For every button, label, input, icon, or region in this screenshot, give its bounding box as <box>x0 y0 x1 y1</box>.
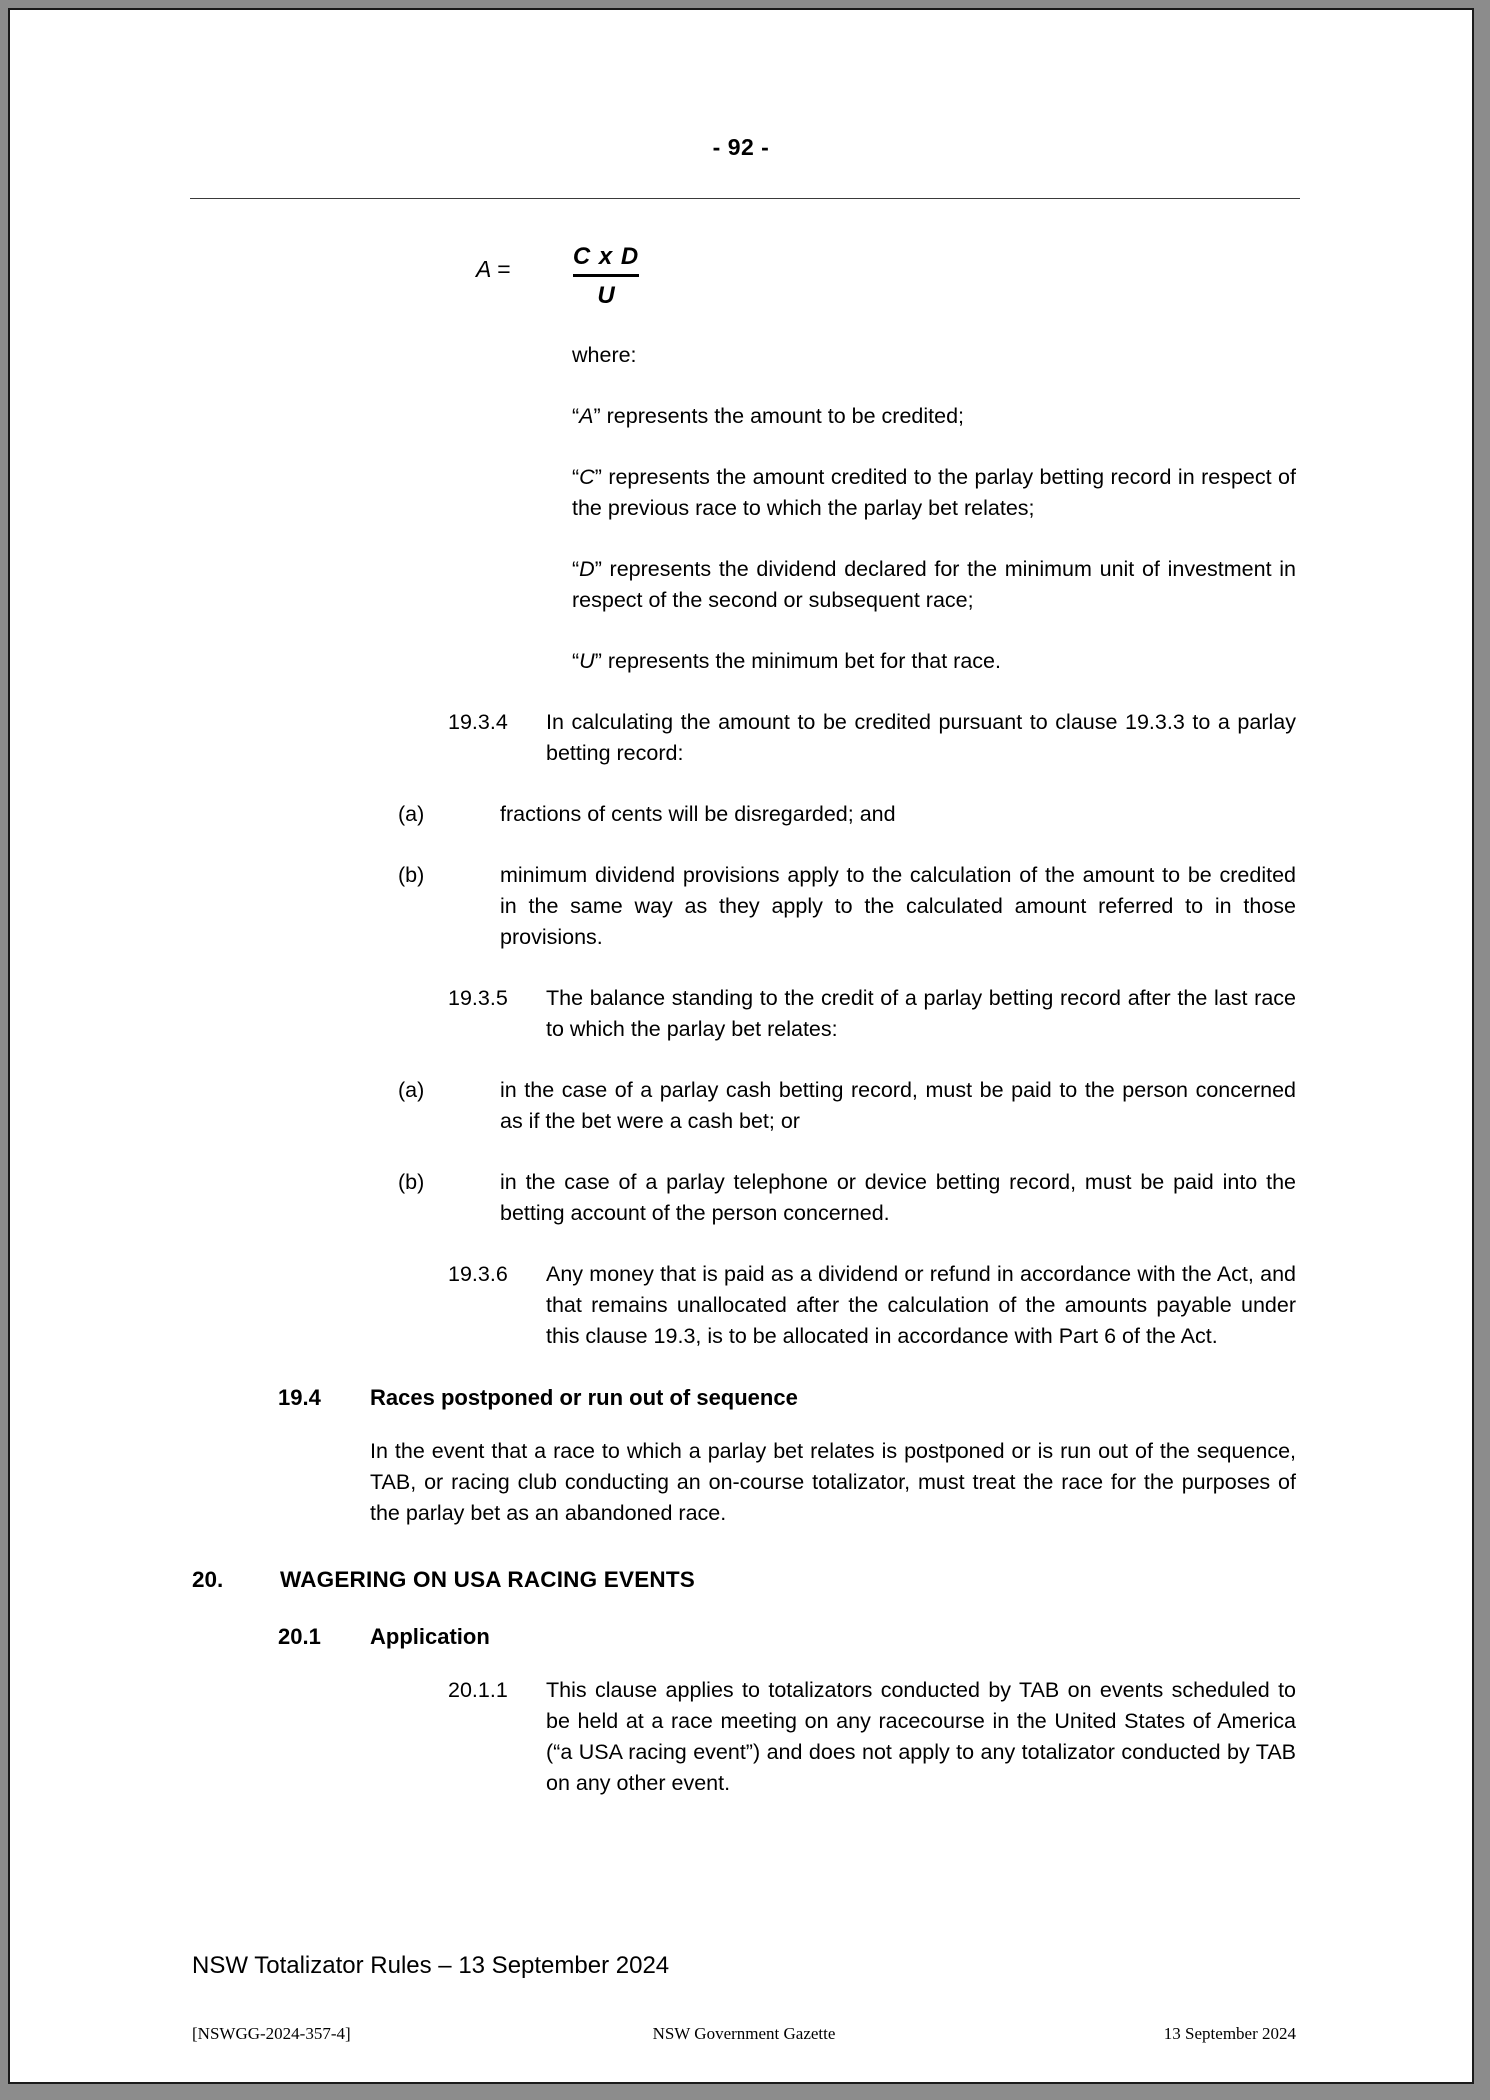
heading-20-1 <box>278 1621 1296 1653</box>
gazette-reference: [NSWGG-2024-357-4] <box>192 2024 351 2043</box>
clause-19-3-5-number: 19.3.5 <box>448 986 508 1010</box>
document-sheet <box>10 10 1472 2082</box>
heading-20-title: WAGERING ON USA RACING EVENTS <box>280 1567 695 1592</box>
document-content <box>10 238 1472 1829</box>
heading-20-1-number: 20.1 <box>278 1624 321 1649</box>
gazette-footer <box>192 2024 1296 2044</box>
list-item-19-3-4-b <box>398 860 1296 953</box>
definition-item-c: “C” represents the amount credited to the parlay betting record in respect of the previous race to which the parlay bet relates; <box>572 465 1296 520</box>
clause-19-3-4-number: 19.3.4 <box>448 710 508 734</box>
heading-20 <box>192 1563 1296 1597</box>
heading-19-4-number: 19.4 <box>278 1385 321 1410</box>
list-item-19-3-4-a <box>398 799 1296 830</box>
clause-19-3-4-text: In calculating the amount to be credited pursuant to clause 19.3.3 to a parlay betting record: <box>546 710 1296 765</box>
list-item-19-3-5-b <box>398 1167 1296 1229</box>
formula-block <box>10 238 1472 332</box>
definitions-block <box>572 340 1296 677</box>
clause-19-3-5 <box>448 983 1296 1045</box>
clause-19-3-6-number: 19.3.6 <box>448 1262 508 1286</box>
clause-20-1-1-number: 20.1.1 <box>448 1678 508 1702</box>
list-item-19-3-4-b-label: (b) <box>398 863 425 887</box>
header-divider <box>190 198 1300 199</box>
clause-19-3-6-text: Any money that is paid as a dividend or refund in accordance with the Act, and that remains unallocated after the calculation of the amounts payable under this clause 19.3, is to be allocated in accordance with Part 6 of the Act. <box>546 1262 1296 1348</box>
list-item-19-3-4-a-text: fractions of cents will be disregarded; and <box>500 802 896 826</box>
formula-numerator: C x D <box>573 242 639 277</box>
document-page-frame <box>8 8 1474 2084</box>
list-item-19-3-5-b-text: in the case of a parlay telephone or device betting record, must be paid into the betting account of the person concerned. <box>500 1170 1296 1225</box>
gazette-date: 13 September 2024 <box>1163 2024 1296 2043</box>
clause-19-3-5-text: The balance standing to the credit of a parlay betting record after the last race to which the parlay bet relates: <box>546 986 1296 1041</box>
list-item-19-3-5-a-text: in the case of a parlay cash betting record, must be paid to the person concerned as if the bet were a cash bet; or <box>500 1078 1296 1133</box>
clause-19-3-4 <box>448 707 1296 769</box>
clause-20-1-1 <box>448 1675 1296 1799</box>
clause-19-3-6 <box>448 1259 1296 1352</box>
definition-item-d: “D” represents the dividend declared for the minimum unit of investment in respect of the second or subsequent race; <box>572 557 1296 612</box>
definition-item-u: “U” represents the minimum bet for that race. <box>572 649 1001 673</box>
list-item-19-3-5-b-label: (b) <box>398 1170 425 1194</box>
heading-19-4 <box>278 1382 1296 1414</box>
paragraph-19-4: In the event that a race to which a parlay bet relates is postponed or is run out of the sequence, TAB, or racing club conducting an on-course totalizator, must treat the race for the purposes of the parlay bet as an abandoned race. <box>370 1439 1296 1525</box>
list-item-19-3-5-a-label: (a) <box>398 1078 425 1102</box>
list-item-19-3-4-a-label: (a) <box>398 802 425 826</box>
formula-denominator: U <box>597 282 615 309</box>
heading-20-1-title: Application <box>370 1624 490 1649</box>
heading-19-4-title: Races postponed or run out of sequence <box>370 1385 798 1410</box>
where-label: where: <box>572 343 637 367</box>
footer-document-title: NSW Totalizator Rules – 13 September 2024 <box>192 1952 670 1979</box>
list-item-19-3-4-b-text: minimum dividend provisions apply to the calculation of the amount to be credited in the same way as they apply to the calculated amount referred to in those provisions. <box>500 863 1296 949</box>
gazette-footer-row <box>192 2024 1296 2044</box>
clause-20-1-1-text: This clause applies to totalizators conducted by TAB on events scheduled to be held at a race meeting on any racecourse in the United States of America (“a USA racing event”) and does not apply to any totalizator conducted by TAB on any other event. <box>546 1678 1296 1795</box>
formula-fraction <box>558 242 654 312</box>
list-item-19-3-5-a <box>398 1075 1296 1137</box>
page-number: - 92 - <box>712 134 770 160</box>
heading-20-number: 20. <box>192 1567 224 1592</box>
definition-item-a: “A” represents the amount to be credited; <box>572 404 965 428</box>
formula-left-side: A = <box>476 256 511 282</box>
gazette-name: NSW Government Gazette <box>652 2024 836 2043</box>
